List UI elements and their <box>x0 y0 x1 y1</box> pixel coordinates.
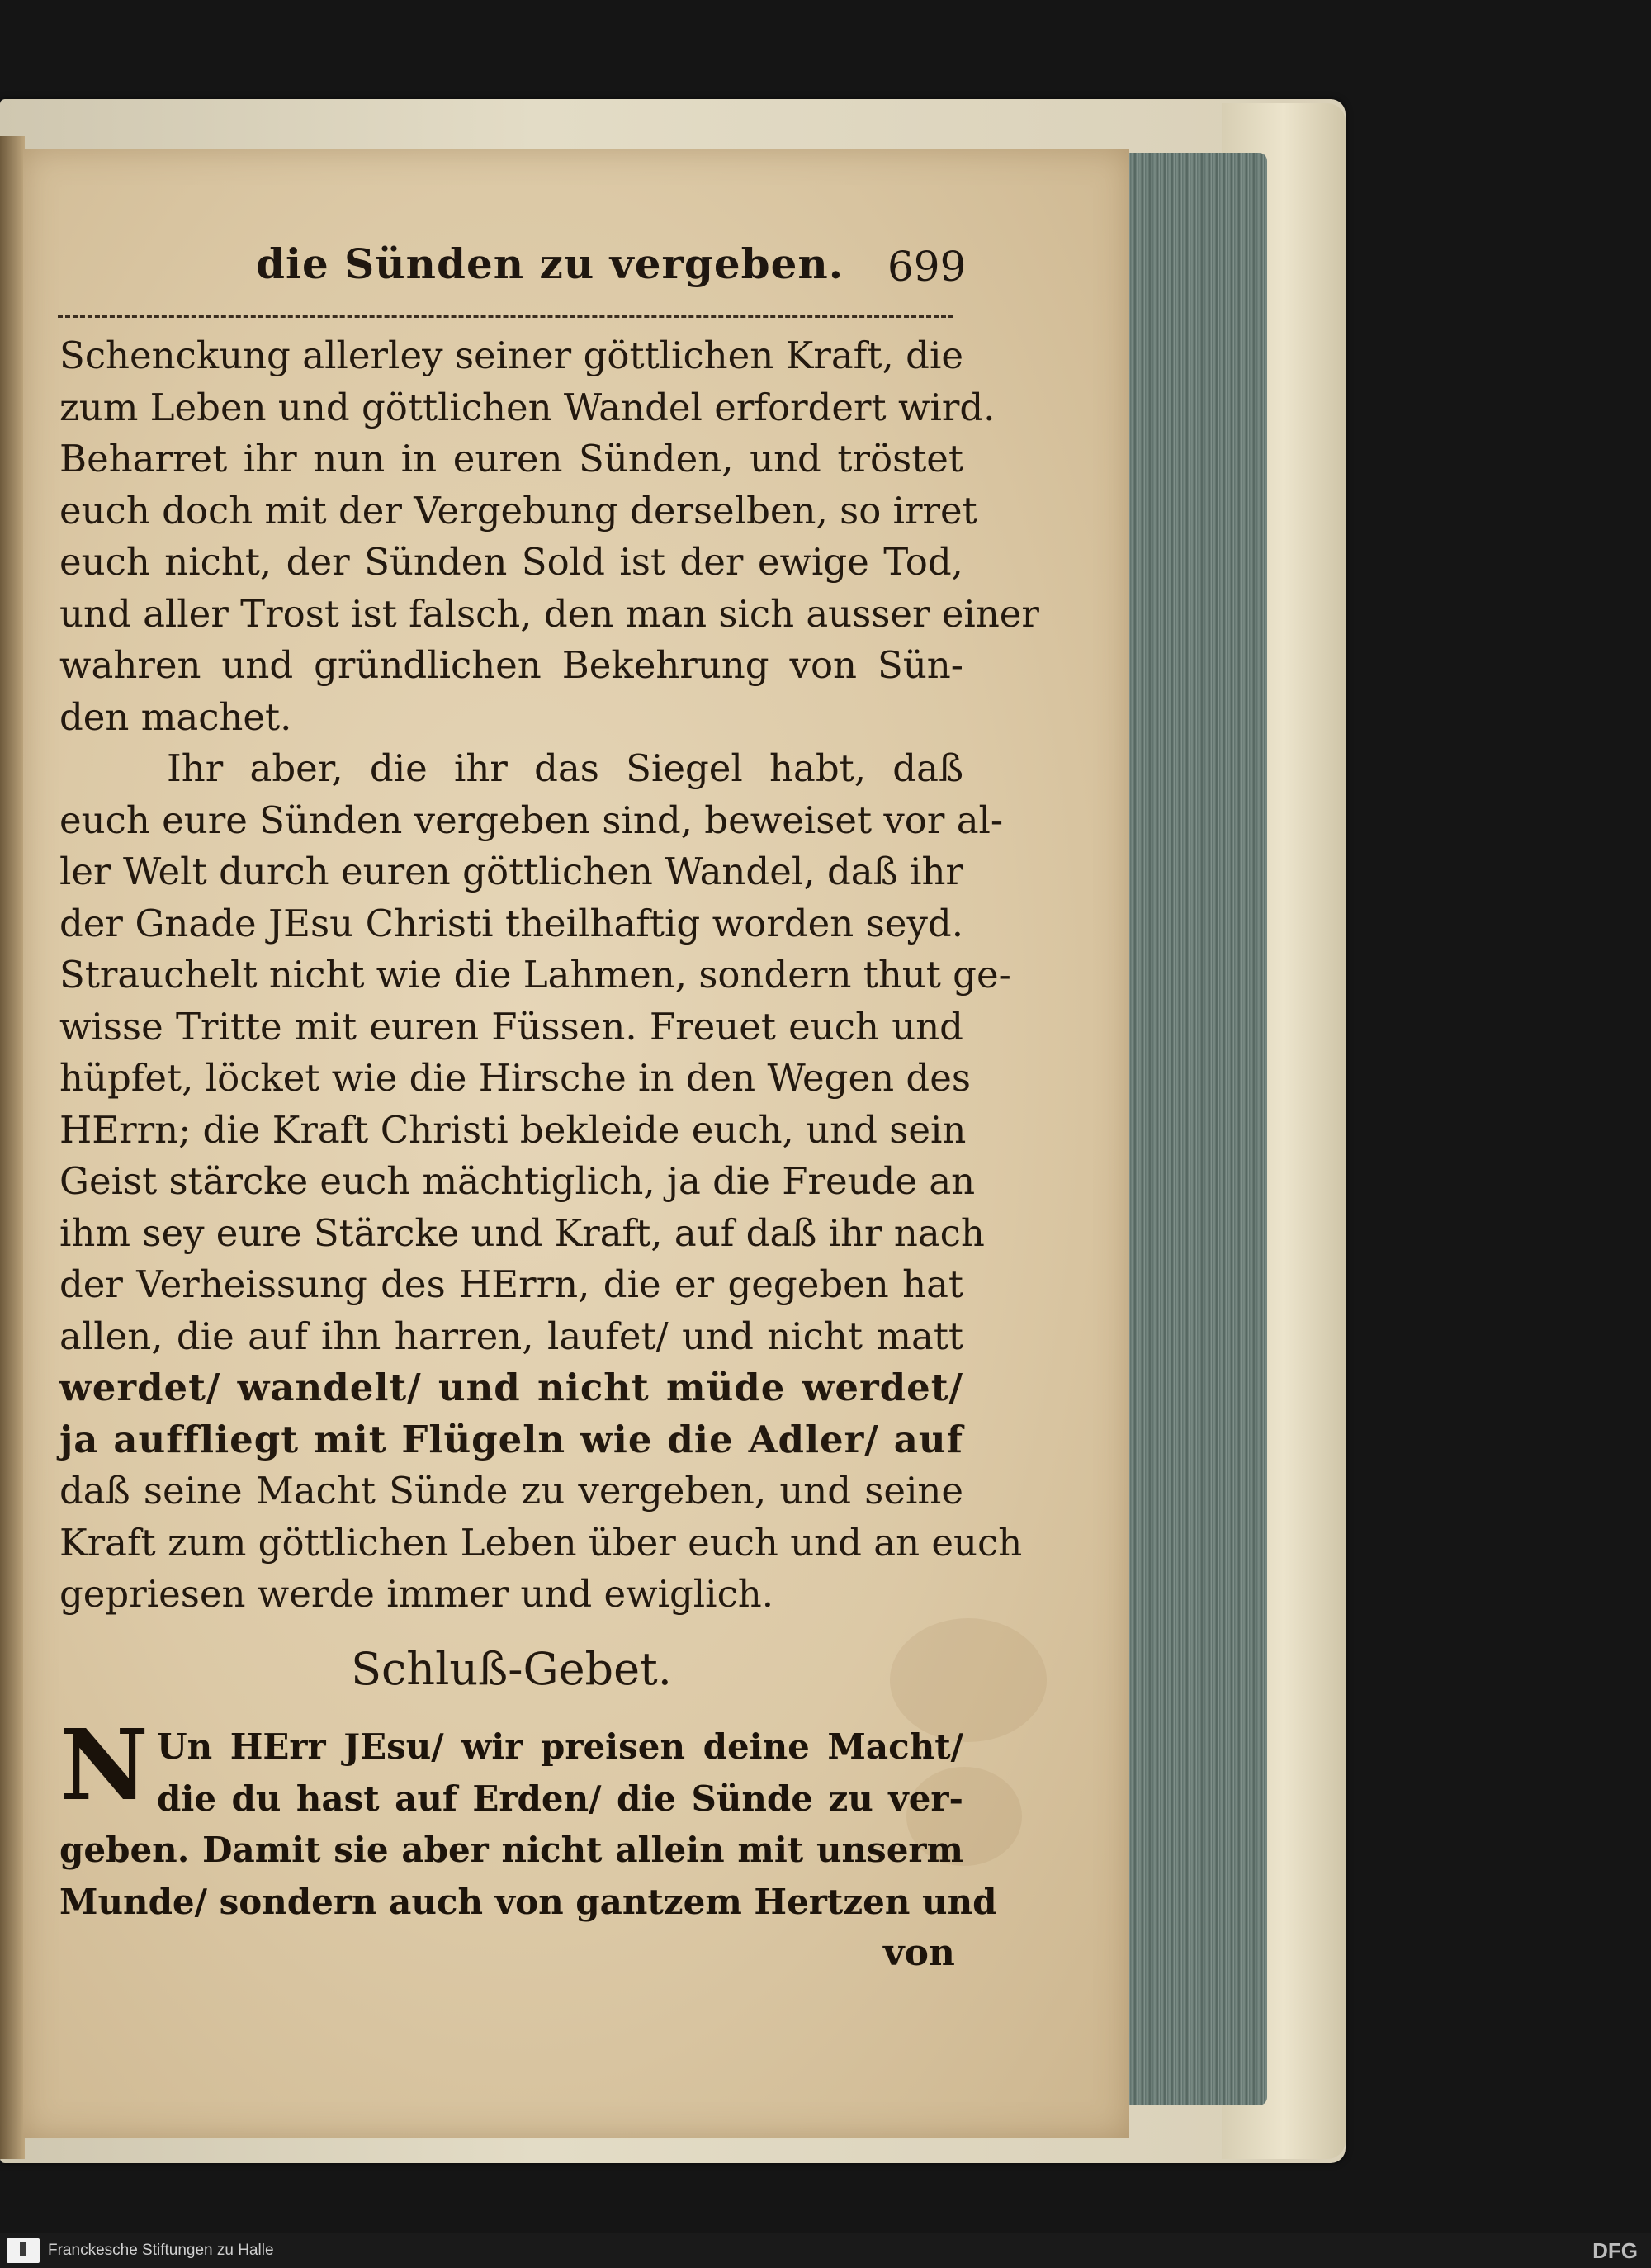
catchword: von <box>883 1932 955 1974</box>
text-line: daß seine Macht Sünde zu vergeben, und seine <box>59 1469 963 1513</box>
logo-mark <box>20 2242 26 2256</box>
dfg-brand: DFG <box>1592 2238 1638 2263</box>
institution-name: Franckesche Stiftungen zu Halle <box>48 2242 274 2259</box>
text-line: ler Welt durch euren göttlichen Wandel, daß ihr <box>59 850 963 893</box>
text-line: Schenckung allerley seiner göttlichen Kraft, die <box>59 334 963 377</box>
text-line: ja auffliegt mit Flügeln wie die Adler/ auf <box>59 1417 963 1461</box>
running-head <box>58 239 966 297</box>
running-title: die Sünden zu vergeben. <box>256 239 844 288</box>
text-line: gepriesen werde immer und ewiglich. <box>59 1572 774 1616</box>
body-text <box>59 330 1039 1621</box>
drop-cap: N <box>59 1707 149 1822</box>
text-line: HErrn; die Kraft Christi bekleide euch, und sein <box>59 1107 967 1152</box>
section-heading: Schluß-Gebet. <box>351 1643 672 1695</box>
text-line: euch eure Sünden vergeben sind, beweiset vor al- <box>59 798 1004 842</box>
viewer-footer <box>0 2233 1651 2268</box>
text-line: ihm sey eure Stärcke und Kraft, auf daß ihr nach <box>59 1210 985 1255</box>
text-line: Ihr aber, die ihr das Siegel habt, daß <box>167 746 963 790</box>
text-line: der Verheissung des HErrn, die er gegeben hat <box>59 1262 963 1306</box>
gutter-shadow <box>0 136 25 2159</box>
text-line: Beharret ihr nun in euren Sünden, und tröstet <box>59 437 963 481</box>
text-line: geben. Damit sie aber nicht allein mit unserm <box>59 1830 963 1870</box>
text-line: Kraft zum göttlichen Leben über euch und an euch <box>59 1520 1023 1565</box>
prayer-text <box>59 1707 997 1928</box>
text-line: Geist stärcke euch mächtiglich, ja die Freude an <box>59 1159 976 1203</box>
page-number: 699 <box>887 243 967 291</box>
text-line: der Gnade JEsu Christi theilhaftig worden seyd. <box>59 901 963 945</box>
text-line: wisse Tritte mit euren Füssen. Freuet euch und <box>59 1004 963 1049</box>
text-line: Un HErr JEsu/ wir preisen deine Macht/ <box>157 1726 963 1767</box>
text-line: euch nicht, der Sünden Sold ist der ewige Tod, <box>59 540 963 584</box>
text-line: wahren und gründlichen Bekehrung von Sün- <box>59 643 963 687</box>
text-line: zum Leben und göttlichen Wandel erfordert wird. <box>59 385 996 429</box>
text-line: die du hast auf Erden/ die Sünde zu ver- <box>157 1778 963 1819</box>
text-line: Strauchelt nicht wie die Lahmen, sondern thut ge- <box>59 953 1011 997</box>
text-line: euch doch mit der Vergebung derselben, so irret <box>59 488 977 533</box>
text-line: Munde/ sondern auch von gantzem Hertzen und <box>59 1881 997 1922</box>
institution-logo-icon <box>7 2238 40 2263</box>
text-line: allen, die auf ihn harren, laufet/ und nicht matt <box>59 1314 963 1358</box>
text-line: und aller Trost ist falsch, den man sich ausser einer <box>59 591 1039 636</box>
text-line: werdet/ wandelt/ und nicht müde werdet/ <box>59 1366 963 1409</box>
page-block-edges <box>1123 153 1267 2105</box>
header-rule <box>58 315 953 318</box>
text-line: hüpfet, löcket wie die Hirsche in den Wegen des <box>59 1056 971 1100</box>
text-line: den machet. <box>59 694 292 739</box>
